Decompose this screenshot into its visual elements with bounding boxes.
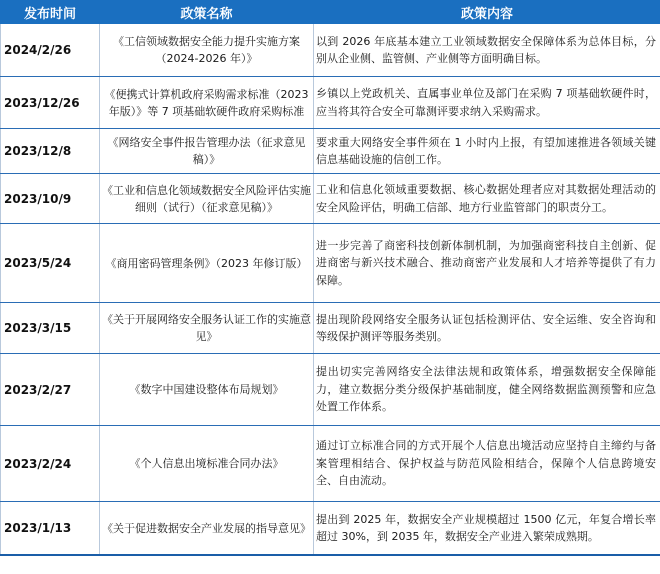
row-policy-name: 《商用密码管理条例》（2023 年修订版） xyxy=(100,224,314,303)
header-content: 政策内容 xyxy=(314,1,660,24)
row-policy-name: 《工信领域数据安全能力提升实施方案（2024-2026 年）》 xyxy=(100,24,314,77)
row-date: 2023/2/24 xyxy=(1,426,100,502)
row-policy-content: 提出到 2025 年，数据安全产业规模超过 1500 亿元，年复合增长率超过 30%，到 2035 年，数据安全产业进入繁荣成熟期。 xyxy=(314,502,660,556)
row-policy-name: 《便携式计算机政府采购需求标准（2023 年版）》等 7 项基础软硬件政府采购标准 xyxy=(100,77,314,129)
row-policy-content: 以到 2026 年底基本建立工业领域数据安全保障体系为总体目标，分别从企业侧、监管侧、产业侧等方面明确目标。 xyxy=(314,24,660,77)
row-date: 2023/3/15 xyxy=(1,303,100,354)
table-row xyxy=(1,502,660,556)
row-policy-name: 《数字中国建设整体布局规划》 xyxy=(100,354,314,426)
row-date: 2023/1/13 xyxy=(1,502,100,556)
row-date: 2023/12/26 xyxy=(1,77,100,129)
row-date: 2024/2/26 xyxy=(1,24,100,77)
table-row xyxy=(1,129,660,174)
row-policy-name: 《网络安全事件报告管理办法（征求意见稿）》 xyxy=(100,129,314,174)
row-date: 2023/2/27 xyxy=(1,354,100,426)
table-header-row xyxy=(1,1,660,24)
header-name: 政策名称 xyxy=(100,1,314,24)
table-row xyxy=(1,174,660,224)
table-row xyxy=(1,24,660,77)
row-date: 2023/5/24 xyxy=(1,224,100,303)
table-row xyxy=(1,354,660,426)
table-row xyxy=(1,77,660,129)
row-policy-content: 提出现阶段网络安全服务认证包括检测评估、安全运维、安全咨询和等级保护测评等服务类别。 xyxy=(314,303,660,354)
table-row xyxy=(1,224,660,303)
row-policy-name: 《工业和信息化领域数据安全风险评估实施细则（试行）（征求意见稿）》 xyxy=(100,174,314,224)
row-policy-content: 乡镇以上党政机关、直属事业单位及部门在采购 7 项基础软硬件时，应当将其符合安全可靠测评要求纳入采购需求。 xyxy=(314,77,660,129)
row-date: 2023/12/8 xyxy=(1,129,100,174)
table-row xyxy=(1,426,660,502)
header-date: 发布时间 xyxy=(1,1,100,24)
row-policy-name: 《个人信息出境标准合同办法》 xyxy=(100,426,314,502)
table-row xyxy=(1,303,660,354)
row-policy-content: 通过订立标准合同的方式开展个人信息出境活动应坚持自主缔约与备案管理相结合、保护权益与防范风险相结合，保障个人信息跨境安全、自由流动。 xyxy=(314,426,660,502)
row-policy-name: 《关于促进数据安全产业发展的指导意见》 xyxy=(100,502,314,556)
row-policy-content: 工业和信息化领域重要数据、核心数据处理者应对其数据处理活动的安全风险评估，明确工信部、地方行业监管部门的职责分工。 xyxy=(314,174,660,224)
row-policy-content: 进一步完善了商密科技创新体制机制，为加强商密科技自主创新、促进商密与新兴技术融合、推动商密产业发展和人才培养等提供了有力保障。 xyxy=(314,224,660,303)
row-policy-name: 《关于开展网络安全服务认证工作的实施意见》 xyxy=(100,303,314,354)
row-date: 2023/10/9 xyxy=(1,174,100,224)
row-policy-content: 提出切实完善网络安全法律法规和政策体系，增强数据安全保障能力，建立数据分类分级保护基础制度，健全网络数据监测预警和应急处置工作体系。 xyxy=(314,354,660,426)
row-policy-content: 要求重大网络安全事件须在 1 小时内上报，有望加速推进各领域关键信息基础设施的信创工作。 xyxy=(314,129,660,174)
